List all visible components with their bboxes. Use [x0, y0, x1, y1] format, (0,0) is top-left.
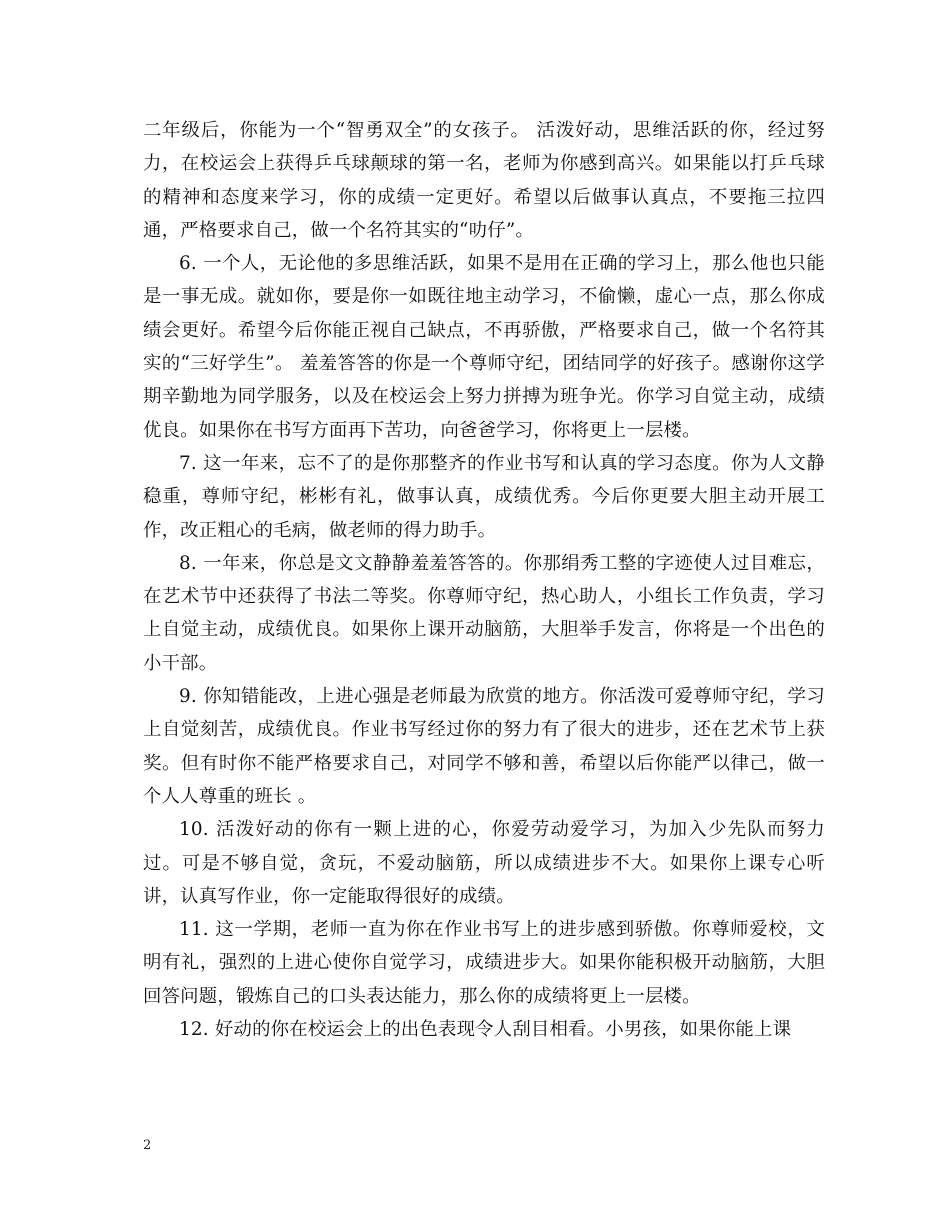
- paragraph-item-11: 11. 这一学期，老师一直为你在作业书写上的进步感到骄傲。你尊师爱校，文明有礼，强烈的上进心使你自觉学习，成绩进步大。如果你能积极开动脑筋，大胆回答问题，锻炼自己的口头表达能力，那么你的成绩将更上一层楼。: [143, 919, 825, 1007]
- paragraph-continued: 二年级后，你能为一个“智勇双全”的女孩子。 活泼好动，思维活跃的你，经过努力，在校运会上获得乒乓球颠球的第一名，老师为你感到高兴。如果能以打乒乓球的精神和态度来学习，你的成绩一定更好。希望以后做事认真点，不要拖三拉四通，严格要求自己，做一个名符其实的“叻仔”。: [143, 120, 825, 241]
- paragraph-item-9: 9. 你知错能改，上进心强是老师最为欣赏的地方。你活泼可爱尊师守纪，学习上自觉刻苦，成绩优良。作业书写经过你的努力有了很大的进步，还在艺术节上获奖。但有时你不能严格要求自己，对同学不够和善，希望以后你能严以律己，做一个人人尊重的班长 。: [143, 686, 825, 807]
- paragraph-item-12: 12. 好动的你在校运会上的出色表现令人刮目相看。小男孩，如果你能上课: [179, 1019, 792, 1041]
- paragraph-item-6: 6. 一个人，无论他的多思维活跃，如果不是用在正确的学习上，那么他也只能是一事无成。就如你，要是你一如既往地主动学习，不偷懒，虚心一点，那么你成绩会更好。希望今后你能正视自己缺点，不再骄傲，严格要求自己，做一个名符其实的“三好学生”。 羞羞答答的你是一个尊师守纪，团结同学的好孩子。感谢你这学期辛勤地为同学服务，以及在校运会上努力拼搏为班争光。你学习自觉主动，成绩优良。如果你在书写方面再下苦功，向爸爸学习，你将更上一层楼。: [143, 253, 825, 441]
- page-number: 2: [143, 1138, 152, 1153]
- paragraph-item-7: 7. 这一年来，忘不了的是你那整齐的作业书写和认真的学习态度。你为人文静稳重，尊师守纪，彬彬有礼，做事认真，成绩优秀。今后你更要大胆主动开展工作，改正粗心的毛病，做老师的得力助手。: [143, 452, 825, 541]
- paragraph-item-10: 10. 活泼好动的你有一颗上进的心，你爱劳动爱学习，为加入少先队而努力过。可是不够自觉，贪玩，不爱动脑筋，所以成绩进步不大。如果你上课专心听讲，认真写作业，你一定能取得很好的成绩。: [143, 819, 825, 907]
- page-body: [143, 114, 825, 1046]
- paragraph-item-8: 8. 一年来，你总是文文静静羞羞答答的。你那绢秀工整的字迹使人过目难忘，在艺术节中还获得了书法二等奖。你尊师守纪，热心助人，小组长工作负责，学习上自觉主动，成绩优良。如果你上课开动脑筋，大胆举手发言，你将是一个出色的小干部。: [143, 552, 825, 674]
